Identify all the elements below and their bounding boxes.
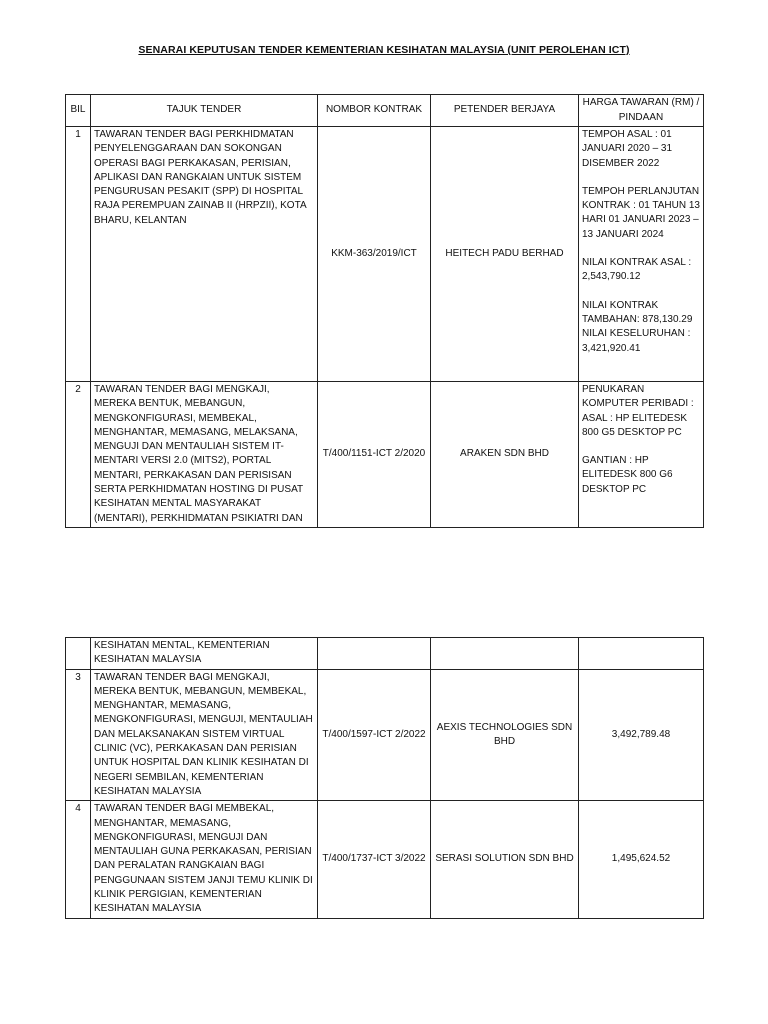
header-tajuk-tender: TAJUK TENDER [91, 95, 318, 127]
row-harga: 1,495,624.52 [579, 801, 704, 918]
row-tajuk: TAWARAN TENDER BAGI MENGKAJI, MEREKA BENTUK, MEBANGUN, MEMBEKAL, MENGHANTAR, MEMASANG, MENGKONFIGURASI, MENGUJI, MENTAULIAH DAN MELAKSANAKAN SISTEM VIRTUAL CLINIC (VC), PERKAKASAN DAN PERISIAN UNTUK HOSPITAL DAN KLINIK KESIHATAN DI NEGERI SEMBILAN, KEMENTERIAN KESIHATAN MALAYSIA [91, 669, 318, 801]
row-nombor-kontrak: KKM-363/2019/ICT [318, 127, 431, 382]
tender-table-part2 [65, 637, 704, 919]
row-bil: 2 [66, 382, 91, 528]
harga-gantian: GANTIAN : HP ELITEDESK 800 G6 DESKTOP PC [582, 455, 673, 495]
header-harga-tawaran: HARGA TAWARAN (RM) / PINDAAN [579, 95, 704, 127]
row-petender: SERASI SOLUTION SDN BHD [431, 801, 579, 918]
row-bil: 3 [66, 669, 91, 801]
document-title: SENARAI KEPUTUSAN TENDER KEMENTERIAN KESIHATAN MALAYSIA (UNIT PEROLEHAN ICT) [138, 44, 630, 56]
row-tajuk: TAWARAN TENDER BAGI MEMBEKAL, MENGHANTAR, MEMASANG, MENGKONFIGURASI, MENGUJI DAN MENTAULIAH GUNA PERKAKASAN, PERISIAN DAN PERALATAN RANGKAIAN BAGI PENGGUNAAN SISTEM JANJI TEMU KLINIK DI KLINIK PERGIGIAN, KEMENTERIAN KESIHATAN MALAYSIA [91, 801, 318, 918]
harga-tempoh-perlanjutan: TEMPOH PERLANJUTAN KONTRAK : 01 TAHUN 13 HARI 01 JANUARI 2023 – 13 JANUARI 2024 [582, 185, 700, 240]
row-harga [579, 382, 704, 528]
row-nombor-kontrak: T/400/1597-ICT 2/2022 [318, 669, 431, 801]
row-tajuk: TAWARAN TENDER BAGI PERKHIDMATAN PENYELENGGARAAN DAN SOKONGAN OPERASI BAGI PERKAKASAN, PERISIAN, APLIKASI DAN RANGKAIAN UNTUK SISTEM PENGURUSAN PESAKIT (SPP) DI HOSPITAL RAJA PEREMPUAN ZAINAB II (HRPZII), KOTA BHARU, KELANTAN [91, 127, 318, 382]
harga-asal: PENUKARAN KOMPUTER PERIBADI : ASAL : HP ELITEDESK 800 G5 DESKTOP PC [582, 384, 694, 438]
row-petender-empty [431, 638, 579, 670]
table-row [66, 127, 704, 382]
row-petender: AEXIS TECHNOLOGIES SDN BHD [431, 669, 579, 801]
header-petender-berjaya: PETENDER BERJAYA [431, 95, 579, 127]
tender-table-part1 [65, 94, 704, 528]
row-petender: ARAKEN SDN BHD [431, 382, 579, 528]
row-harga-empty [579, 638, 704, 670]
row-bil-empty [66, 638, 91, 670]
table-header-row [66, 95, 704, 127]
header-bil: BIL [66, 95, 91, 127]
row-petender: HEITECH PADU BERHAD [431, 127, 579, 382]
row-nombor-kontrak: T/400/1737-ICT 3/2022 [318, 801, 431, 918]
harga-nilai-asal: NILAI KONTRAK ASAL : 2,543,790.12 [582, 257, 692, 283]
row-bil: 4 [66, 801, 91, 918]
row-tajuk-continued: KESIHATAN MENTAL, KEMENTERIAN KESIHATAN MALAYSIA [91, 638, 318, 670]
header-nombor-kontrak: NOMBOR KONTRAK [318, 95, 431, 127]
row-tajuk: TAWARAN TENDER BAGI MENGKAJI, MEREKA BENTUK, MEBANGUN, MENGKONFIGURASI, MEMBEKAL, MENGHANTAR, MEMASANG, MELAKSANA, MENGUJI DAN MENTAULIAH SISTEM IT-MENTARI VERSI 2.0 (MITS2), PORTAL MENTARI, PERKAKASAN DAN PERISISAN SERTA PERKHIDMATAN HOSTING DI PUSAT KESIHATAN MENTAL MASYARAKAT (MENTARI), PERKHIDMATAN PSIKIATRI DAN [91, 382, 318, 528]
table-row [66, 382, 704, 528]
table-row-continuation [66, 638, 704, 670]
row-nombor-empty [318, 638, 431, 670]
harga-nilai-tambahan: NILAI KONTRAK TAMBAHAN: 878,130.29 [582, 299, 693, 325]
harga-tempoh-asal: TEMPOH ASAL : 01 JANUARI 2020 – 31 DISEMBER 2022 [582, 129, 673, 169]
row-harga [579, 127, 704, 382]
table-row [66, 801, 704, 918]
row-nombor-kontrak: T/400/1151-ICT 2/2020 [318, 382, 431, 528]
harga-nilai-keseluruhan: NILAI KESELURUHAN : 3,421,920.41 [582, 328, 691, 354]
row-harga: 3,492,789.48 [579, 669, 704, 801]
row-bil: 1 [66, 127, 91, 382]
table-row [66, 669, 704, 801]
